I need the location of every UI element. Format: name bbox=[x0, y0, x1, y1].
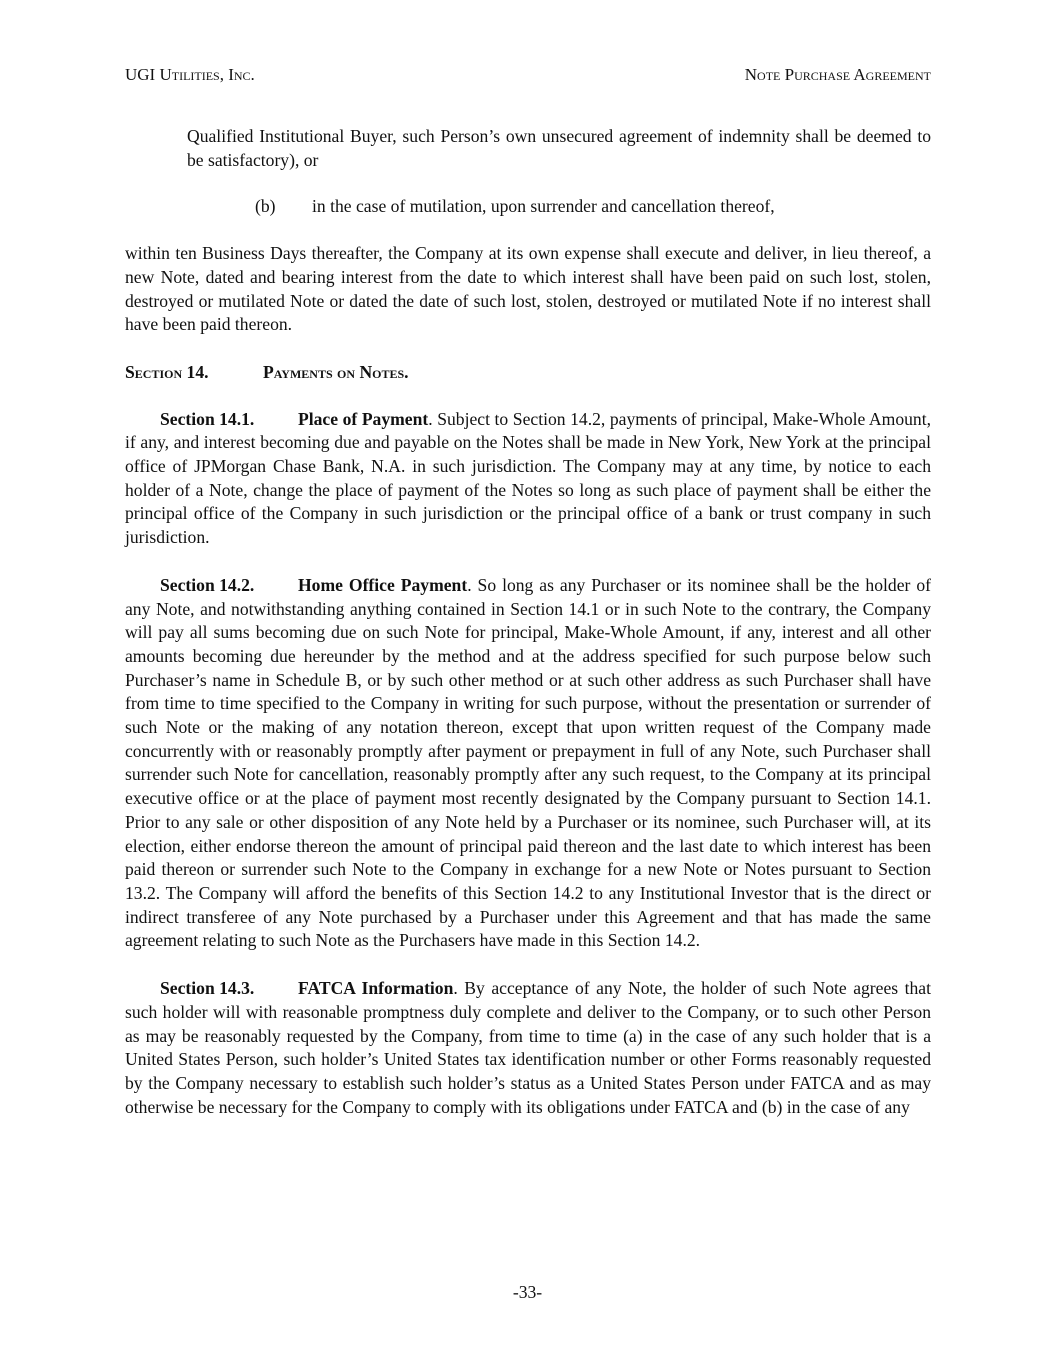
subitem-b-label: (b) bbox=[255, 196, 276, 217]
section-14-2-number: Section 14.2. bbox=[160, 574, 255, 595]
page-number: -33- bbox=[512, 1282, 543, 1302]
section-14-heading bbox=[125, 361, 931, 385]
section-14-3-paragraph bbox=[125, 977, 931, 1119]
section-14-3-title: FATCA Information bbox=[298, 978, 454, 999]
section-14-3-number: Section 14.3. bbox=[160, 978, 255, 999]
section-14-1-number: Section 14.1. bbox=[160, 408, 255, 429]
document-body bbox=[125, 125, 931, 1143]
subitem-b bbox=[255, 195, 931, 219]
section-14-2-text: . So long as any Purchaser or its nominee shall be the holder of any Note, and notwithstanding anything contained in Section 14.1 or in such Note to the contrary, the Company will pay all sums becoming due on such Note for principal, Make-Whole Amount, if any, interest and all other amounts becoming due hereunder by the method and at the address specified for such purpose below such Purchaser’s name in Schedule B, or by such other method or at such other address as such Purchaser shall have from time to time specified to the Company in writing for such purpose, without the presentation or surrender of such Note or the making of any notation thereon, except that upon written request of the Company made concurrently with or reasonably promptly after payment or prepayment in full of any Note, such Purchaser shall surrender such Note for cancellation, reasonably promptly after any such request, to the Company at its principal executive office or at the place of payment most recently designated by the Company pursuant to Section 14.1. Prior to any sale or other disposition of any Note held by a Purchaser or its nominee, such Purchaser will, at its election, either endorse thereon the amount of principal paid thereon and the last date to which interest has been paid thereon or surrender such Note to the Company in exchange for a new Note or Notes pursuant to Section 13.2. The Company will afford the benefits of this Section 14.2 to any Institutional Investor that is the direct or indirect transferee of any Note purchased by a Purchaser under this Agreement and that has made the same agreement relating to such Note as the Purchasers have made in this Section 14.2. bbox=[125, 574, 931, 951]
page-footer bbox=[0, 1281, 1055, 1303]
section-14-2-paragraph bbox=[125, 574, 931, 953]
header-document-title: Note Purchase Agreement bbox=[744, 65, 931, 84]
section-14-1-text: . Subject to Section 14.2, payments of principal, Make-Whole Amount, if any, and interest becoming due and payable on the Notes shall be made in New York, New York at the principal office of JPMorgan Chase Bank, N.A. in such jurisdiction. The Company may at any time, by notice to each holder of a Note, change the place of payment of the Notes so long as such place of payment shall be either the principal office of the Company in such jurisdiction or the principal office of a bank or trust company in such jurisdiction. bbox=[125, 408, 931, 548]
section-14-1-paragraph bbox=[125, 408, 931, 550]
continuation-paragraph: Qualified Institutional Buyer, such Person’s own unsecured agreement of indemnity shall be deemed to be satisfactory), or bbox=[187, 126, 931, 170]
header-company-name: UGI Utilities, Inc. bbox=[125, 65, 255, 84]
section-14-title: Payments on Notes bbox=[263, 361, 405, 382]
page-header bbox=[125, 64, 931, 88]
subitem-b-text: in the case of mutilation, upon surrender and cancellation thereof, bbox=[312, 196, 775, 217]
section-14-3-text: . By acceptance of any Note, the holder of such Note agrees that such holder will with reasonable promptness duly complete and deliver to the Company, or to such other Person as may be reasonably requested by the Company, from time to time (a) in the case of any such holder that is a United States Person, such holder’s United States tax identification number or other Forms reasonably requested by the Company necessary to establish such holder’s status as a United States Person under FATCA and as may otherwise be necessary for the Company to comply with its obligations under FATCA and (b) in the case of any bbox=[125, 978, 932, 1117]
section-14-2-title: Home Office Payment bbox=[298, 574, 468, 595]
replacement-clause-paragraph: within ten Business Days thereafter, the Company at its own expense shall execute and deliver, in lieu thereof, a new Note, dated and bearing interest from the date to which interest shall have been paid on such lost, stolen, destroyed or mutilated Note or dated the date of such lost, stolen, destroyed or mutilated Note if no interest shall have been paid thereon. bbox=[125, 243, 931, 335]
section-14-number: Section 14. bbox=[125, 361, 209, 382]
section-14-title-period: . bbox=[404, 361, 409, 382]
section-14-1-title: Place of Payment bbox=[298, 408, 429, 429]
